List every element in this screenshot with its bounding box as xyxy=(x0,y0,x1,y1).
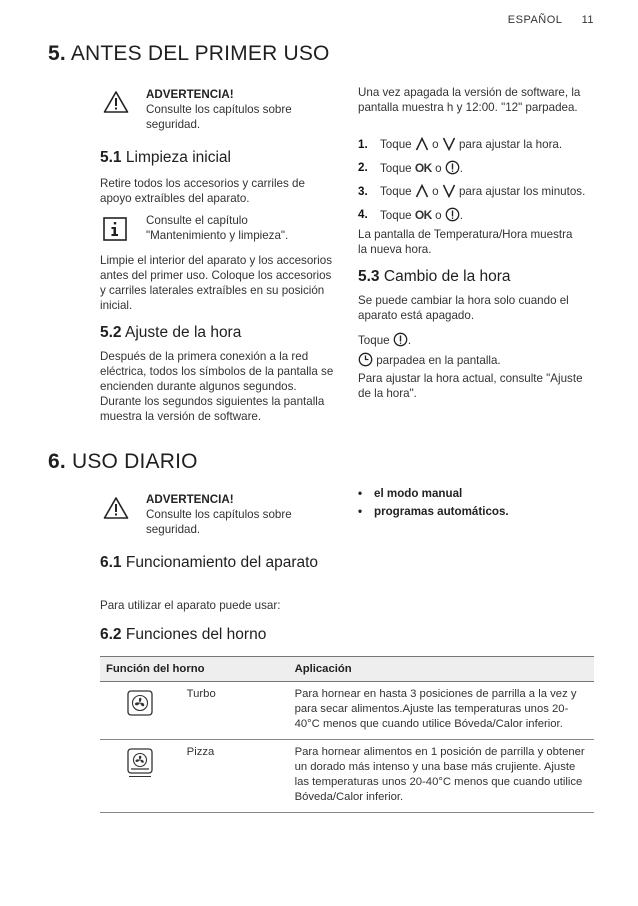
paragraph-blinks: parpadea en la pantalla. Para ajustar la hora actual, consulte "Ajuste de la hora". xyxy=(358,354,583,400)
paragraph-use-options: Para utilizar el aparato puede usar: xyxy=(100,599,281,612)
pizza-setting-icon xyxy=(127,769,153,781)
mode-manual: • el modo manual xyxy=(358,486,598,501)
page-header xyxy=(492,14,594,26)
warning-text: Consulte los capítulos sobre seguridad. xyxy=(146,103,292,131)
function-name: Pizza xyxy=(181,740,289,813)
info-icon xyxy=(103,217,127,244)
table-row xyxy=(100,682,594,740)
step-3: 3. Toque o para ajustar los minutos. xyxy=(358,184,598,202)
warning-label: ADVERTENCIA! xyxy=(146,493,234,506)
table-row xyxy=(100,740,594,813)
paragraph-change-time: Se puede cambiar la hora solo cuando el aparato está apagado. xyxy=(358,294,569,322)
column-header-application: Aplicación xyxy=(289,657,594,682)
step-1: 1. Toque o para ajustar la hora. xyxy=(358,137,598,155)
subsection-6-1-title: 6.1 Funcionamiento del aparato xyxy=(100,554,319,571)
paragraph-new-time: La pantalla de Temperatura/Hora muestra la nueva hora. xyxy=(358,228,573,256)
info-text: Consulte el capítulo "Mantenimiento y limpieza". xyxy=(146,214,289,242)
paragraph-touch-clock: Toque . xyxy=(358,332,411,351)
warning-icon xyxy=(103,496,129,523)
section-5-title: 5. ANTES DEL PRIMER USO xyxy=(48,42,330,65)
mode-automatic: • programas automáticos. xyxy=(358,504,598,519)
warning-icon xyxy=(103,90,129,117)
step-2: 2. Toque OK o . xyxy=(358,160,598,179)
up-arrow-icon xyxy=(415,137,429,155)
ok-icon: OK xyxy=(414,208,432,222)
paragraph-first-connection: Después de la primera conexión a la red eléctrica, todos los símbolos de la pantalla se encienden durante algunos segundos. Durante los segundos siguientes la pantalla muestra la versión de software. xyxy=(100,350,334,423)
page-number: 11 xyxy=(581,14,594,26)
subsection-5-1-title: 5.1 Limpieza inicial xyxy=(100,149,231,166)
clock-icon xyxy=(393,332,408,351)
section-6-title: 6. USO DIARIO xyxy=(48,450,198,473)
steps-list xyxy=(358,137,598,231)
clock-icon xyxy=(445,160,460,179)
paragraph-software-version: Una vez apagada la versión de software, la pantalla muestra h y 12:00. "12" parpadea. xyxy=(358,86,581,114)
warning-label: ADVERTENCIA! xyxy=(146,88,234,101)
warning-text: Consulte los capítulos sobre seguridad. xyxy=(146,508,292,536)
up-arrow-icon xyxy=(415,184,429,202)
step-4: 4. Toque OK o . xyxy=(358,207,598,226)
subsection-6-2-title: 6.2 Funciones del horno xyxy=(100,626,267,643)
modes-list xyxy=(358,486,598,522)
clock-icon xyxy=(445,207,460,226)
turbo-fan-icon xyxy=(127,707,153,719)
column-header-function: Función del horno xyxy=(100,657,289,682)
down-arrow-icon xyxy=(442,137,456,155)
function-application: Para hornear alimentos en 1 posición de parrilla y obtener un dorado más intenso y una base más crujiente. Ajuste las temperaturas unos 20-40°C menos que cuando utilice Bóveda/Calor inferior. xyxy=(289,740,594,813)
down-arrow-icon xyxy=(442,184,456,202)
language-label: ESPAÑOL xyxy=(507,14,563,26)
clock-hands-icon xyxy=(358,352,373,371)
ok-icon: OK xyxy=(414,161,432,175)
paragraph-clean-interior: Limpie el interior del aparato y los accesorios antes del primer uso. Coloque los accesorios y carriles laterales extraíbles en su posición inicial. xyxy=(100,254,332,312)
subsection-5-2-title: 5.2 Ajuste de la hora xyxy=(100,324,242,341)
subsection-5-3-title: 5.3 Cambio de la hora xyxy=(358,268,511,285)
paragraph-remove-accessories: Retire todos los accesorios y carriles de apoyo extraíbles del aparato. xyxy=(100,177,305,205)
function-name: Turbo xyxy=(181,682,289,740)
oven-functions-table xyxy=(100,656,594,813)
function-application: Para hornear en hasta 3 posiciones de parrilla a la vez y para secar alimentos.Ajuste las temperaturas unos 20-40°C menos que cuando utilice Bóveda/Calor inferior. xyxy=(289,682,594,740)
table-header-row xyxy=(100,657,594,682)
